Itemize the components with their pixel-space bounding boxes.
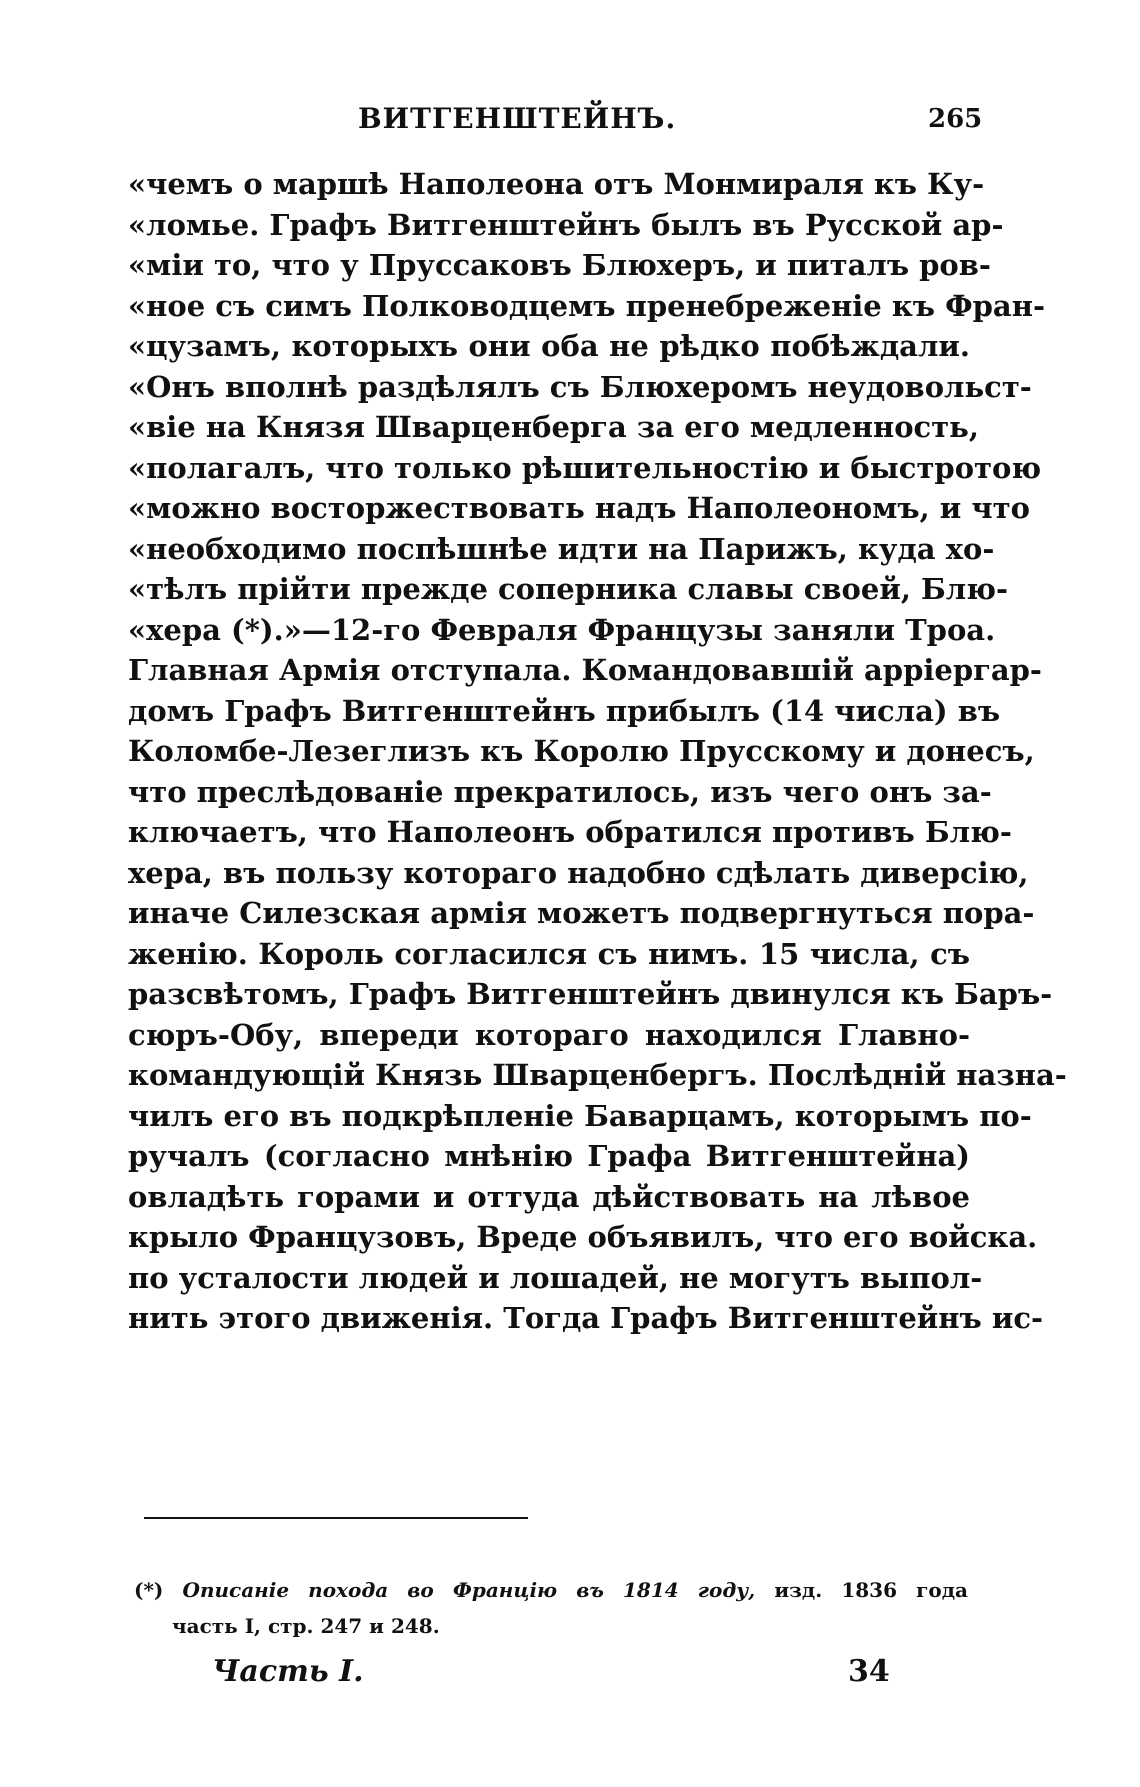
text-line: ключаетъ, что Наполеонъ обратился противъ Блю-: [128, 815, 1012, 849]
text-line: «ломье. Графъ Витгенштейнъ былъ въ Русской ар-: [128, 207, 1004, 242]
text-line: «міи то, что у Пруссаковъ Блюхеръ, и питалъ ров-: [128, 248, 991, 282]
text-line: овладѣть горами и оттуда дѣйствовать на лѣвое: [128, 1179, 970, 1214]
text-line: «можно восторжествовать надъ Наполеономъ, и что: [128, 491, 1030, 525]
text-line: разсвѣтомъ, Графъ Витгенштейнъ двинулся къ Баръ-: [128, 977, 1053, 1011]
text-line: «цузамъ, которыхъ они оба не рѣдко побѣждали.: [128, 329, 970, 363]
footnote-edition: изд. 1836 года: [774, 1578, 968, 1602]
text-line: хера, въ пользу котораго надобно сдѣлать диверсію,: [128, 855, 1029, 890]
text-line: «чемъ о маршѣ Наполеона отъ Монмираля къ Ку-: [128, 167, 985, 201]
footnote-divider: [144, 1517, 528, 1519]
text-line: что преслѣдованіе прекратилось, изъ чего онъ за-: [128, 774, 992, 809]
footnote: [134, 1572, 968, 1644]
text-line: женію. Король согласился съ нимъ. 15 числа, съ: [128, 936, 970, 971]
text-line: чилъ его въ подкрѣпленіе Баварцамъ, которымъ по-: [128, 1098, 1032, 1133]
text-line: «необходимо поспѣшнѣе идти на Парижъ, куда хо-: [128, 531, 995, 566]
text-line: нить этого движенія. Тогда Графъ Витгенштейнъ ис-: [128, 1301, 1044, 1335]
text-line: «полагалъ, что только рѣшительностію и быстротою: [128, 450, 1042, 485]
text-line: «хера (*).»—12-го Февраля Французы заняли Троа.: [128, 612, 996, 647]
text-line: Главная Армія отступала. Командовавшій арріергар-: [128, 653, 1042, 687]
body-text: [128, 164, 1067, 1339]
text-line: иначе Силезская армія можетъ подвергнуться пора-: [128, 896, 1035, 930]
footnote-line-2: часть I, стр. 247 и 248.: [172, 1614, 440, 1638]
signature-mark: Часть I.: [212, 1654, 364, 1689]
text-line: «тѣлъ прійти прежде соперника славы своей, Блю-: [128, 572, 1009, 606]
text-line: командующій Князь Шварценбергъ. Послѣдній назна-: [128, 1058, 1067, 1092]
page-number: 265: [928, 104, 983, 134]
footnote-source-title: Описаніе похода во Францію въ 1814 году,: [182, 1578, 756, 1602]
text-line: домъ Графъ Витгенштейнъ прибылъ (14 числа) въ: [128, 693, 1001, 728]
text-line: «Онъ вполнѣ раздѣлялъ съ Блюхеромъ неудовольст-: [128, 369, 1032, 404]
text-line: Коломбе-Лезеглизъ къ Королю Прусскому и донесъ,: [128, 734, 1035, 768]
footnote-marker: (*): [134, 1578, 164, 1602]
text-line: по усталости людей и лошадей, не могутъ выпол-: [128, 1260, 983, 1295]
running-head: [0, 102, 1140, 142]
text-line: ручалъ (согласно мнѣнію Графа Витгенштейна): [128, 1139, 970, 1173]
text-line: «віе на Князя Шварценберга за его медленность,: [128, 410, 979, 444]
text-line: сюръ-Обу, впереди котораго находился Главно-: [128, 1017, 970, 1052]
footnote-line-1: [134, 1572, 968, 1608]
running-title: ВИТГЕНШТЕЙНЪ.: [358, 102, 677, 135]
sheet-number: 34: [848, 1654, 890, 1689]
text-line: «ное съ симъ Полководцемъ пренебреженіе къ Фран-: [128, 288, 1045, 323]
text-line: крыло Французовъ, Вреде объявилъ, что его войска.: [128, 1220, 1038, 1254]
